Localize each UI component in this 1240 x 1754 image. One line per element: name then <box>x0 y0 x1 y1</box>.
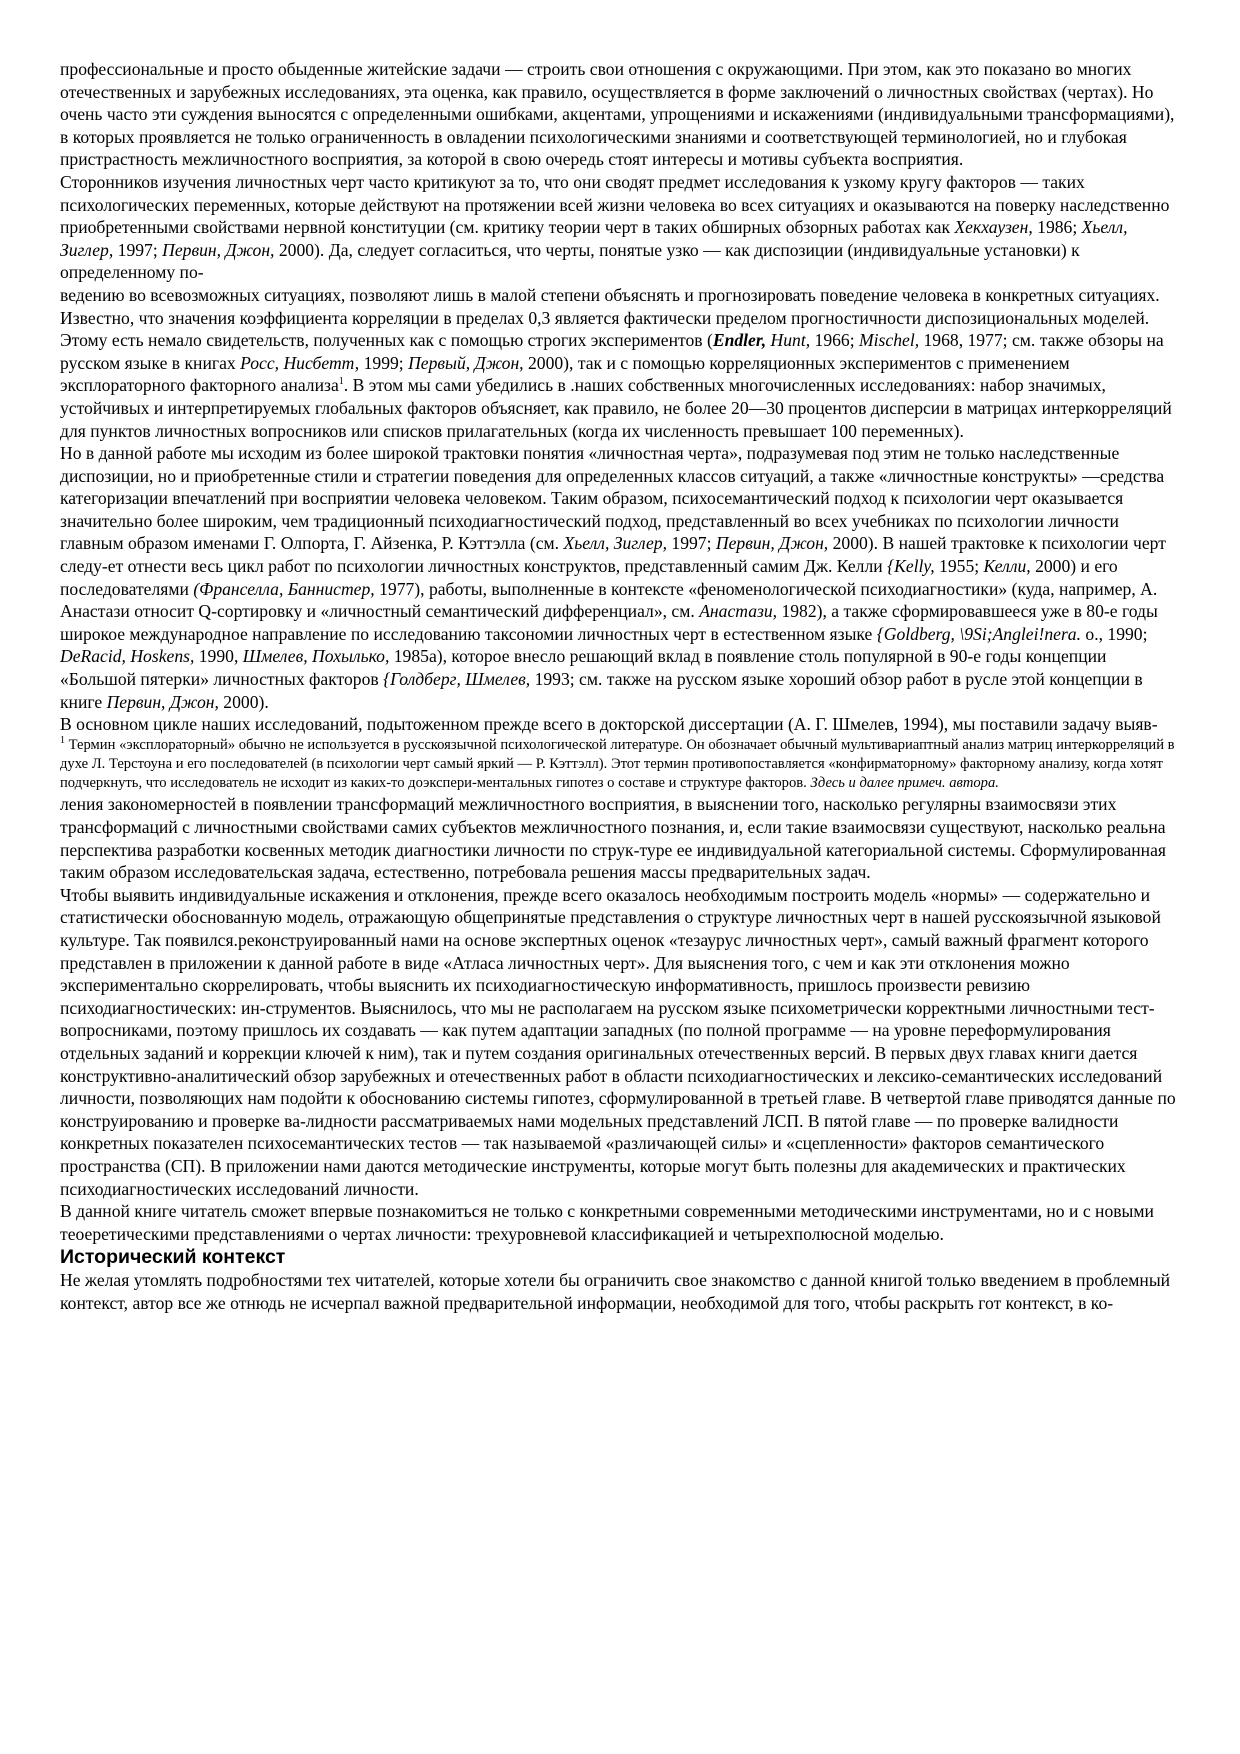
citation-text: {Kelly, <box>887 556 935 577</box>
text-run: 2000). В нашей трактовке к психологии черт следу-ет отнести весь цикл работ по психологии личностных конструктов, представленный самим Дж. Келли <box>60 533 1166 577</box>
text-run: 1985а), которое внесло решающий вклад в появление столь популярной в 90-е годы концепции «Большой пятерки» личностных факторов <box>60 646 1107 690</box>
text-run: о., 1990; <box>1081 623 1148 644</box>
footnote-marker: 1 <box>60 734 65 746</box>
citation-text: Первин, Джон, <box>162 239 275 260</box>
citation-text: {Goldberg, \9Si;Anglei!nera. <box>876 623 1081 644</box>
citation-text: DeRacid, Hoskens, <box>60 646 195 667</box>
text-run: В основном цикле наших исследований, подытоженном прежде всего в докторской диссертации (А. Г. Шмелев, 1994), мы поставили задачу выяв- <box>60 714 1158 735</box>
text-run: ведению во всевозможных ситуациях, позволяют лишь в малой степени объяснять и прогнозировать поведение человека в конкретных ситуациях. Известно, что значения коэффициента корреляции в пределах 0,3 является фактически пределом прогностичности диспозициональных моделей. Этому есть немало свидетельств, полученных как с помощью строгих экспериментов ( <box>60 284 1160 351</box>
text-run: 1993; см. также на русском языке хороший обзор работ в русле этой концепции в книге <box>60 669 1143 712</box>
text-run: Сторонников изучения личностных черт часто критикуют за то, что они сводят предмет исследования к узкому кругу факторов — таких психологических переменных, которые действуют на протяжении всей жизни человека во всех ситуациях и оказываются на поверку наследственно приобретенными свойствами нервной конституции (см. критику теории черт в таких обширных обзорных работах как <box>60 171 1170 238</box>
citation-text: Endler, <box>712 330 767 351</box>
paragraph <box>60 793 1180 883</box>
text-run: 1997; <box>113 239 163 260</box>
text-run: 2000), так и с помощью корреляционных экспериментов с применением эксплораторного факторного анализа <box>60 352 1070 396</box>
citation-text: Первин, Джон, <box>715 533 829 554</box>
paragraph <box>60 58 1180 171</box>
citation-text: Хьелл, Зиглер, <box>563 533 668 554</box>
footnote <box>60 736 1180 794</box>
text-run: 1966; <box>810 330 860 351</box>
text-run: Но в данной работе мы исходим из более широкой трактовки понятия «личностная черта», подразумевая под этим не только наследственные диспозиции, но и приобретенные стили и стратегии поведения для определенных классов ситуаций, а также «личностные конструкты» —средства категоризации впечатлений при восприятии человека человеком. Таким образом, психосемантический подход к психологии черт оказывается значительно более широким, чем традиционный психодиагностический подход, представленный во всех учебниках по психологии личности главным образом именами Г. Олпорта, Г. Айзенка, Р. Кэттэлла (см. <box>60 443 1165 554</box>
text-run: Чтобы выявить индивидуальные искажения и отклонения, прежде всего оказалось необходимым построить модель «нормы» — содержательно и статистически обоснованную модель, отражающую общепринятые представления о структуре личностных черт в нашей русскоязычной языковой культуре. Так появился.реконструированный нами на основе экспертных оценок «тезаурус личностных черт», самый важный фрагмент которого представлен в приложении к данной работе в виде «Атласа личностных черт». Для выяснения того, с чем и как эти отклонения можно экспериментально скоррелировать, чтобы выяснить их психодиагностическую информативность, пришлось произвести ревизию психодиагностических: ин-струментов. Выяснилось, что мы не располагаем на русском языке психометрически корректными личностными тест-вопросниками, поэтому пришлось их создавать — как путем адаптации западных (по полной программе — на уровне переформулирования отдельных заданий и коррекции ключей к ним), так и путем создания оригинальных отечественных версий. В первых двух главах книги дается конструктивно-аналитический обзор зарубежных и отечественных работ в области психодиагностических и лексико-семантических исследований личности, позволяющих нам подойти к обоснованию системы гипотез, сформулированной в третьей главе. В четвертой главе приводятся данные по конструированию и проверке ва-лидности рассматриваемых нами модельных представлений ЛСП. В пятой главе — по проверке валидности конкретных показателен психосемантических тестов — так называемой «различающей силы» и «сцепленности» факторов семантического пространства (СП). В приложении нами даются методические инструменты, которые могут быть полезны для академических и практических психодиагностических исследований личности. <box>60 884 1176 1199</box>
citation-text: Росс, Нисбетт, <box>240 352 360 373</box>
text-run: 1999; <box>359 352 409 373</box>
paragraph <box>60 442 1180 713</box>
text-run: 1986; <box>1032 217 1082 238</box>
citation-text: Шмелев, Похылько, <box>242 646 390 667</box>
text-run: В данной книге читатель сможет впервые познакомиться не только с конкретными современными методическими инструментами, но и с новыми теоеретическими представлениями о чертах личности: трехуровневой классификацией и четырехполюсной моделью. <box>60 1201 1154 1244</box>
citation-text: Hunt, <box>770 330 811 351</box>
text-run: 2000) и его последователями <box>60 556 1118 599</box>
paragraph <box>60 284 1180 442</box>
citation-text: Анастази, <box>699 601 778 622</box>
citation-text: Первин, Джон, <box>106 691 219 712</box>
citation-text: Mischel, <box>859 330 920 351</box>
text-run: 1990, <box>194 646 243 667</box>
text-run: 2000). Да, следует согласиться, что черты, понятые узко — как диспозиции (индивидуальные установки) к определенному по- <box>60 239 1080 283</box>
text-run: 1968, 1977; см. также обзоры на русском языке в книгах <box>60 330 1164 373</box>
document-page <box>60 58 1180 1314</box>
text-run: Не желая утомлять подробностями тех читателей, которые хотели бы ограничить свое знакомство с данной книгой только введением в проблемный контекст, автор все же отнюдь не исчерпал важной предварительной информации, необходимой для того, чтобы раскрыть гот контекст, в ко- <box>60 1270 1171 1313</box>
citation-text: {Голдберг, Шмелев, <box>383 669 531 690</box>
text-run: ления закономерностей в появлении трансформаций межличностного восприятия, в выяснении того, насколько регулярны взаимосвязи этих трансформаций с личностными свойствами самих субъектов межличностного познания, и, если такие взаимосвязи существуют, насколько реальна перспектива разработки косвенных методик диагностики личности по струк-туре ее индивидуальной категориальной системы. Сформулированная таким образом исследовательская задача, естественно, потребовала решения массы предварительных задач. <box>60 794 1166 883</box>
citation-text: Здесь и далее примеч. автора. <box>810 775 999 792</box>
citation-text: Хьелл, Зиглер, <box>60 217 1128 260</box>
text-run: профессиональные и просто обыденные житейские задачи — строить свои отношения с окружающими. При этом, как это показано во многих отечественных и зарубежных исследованиях, эта оценка, как правило, осуществляется в форме заключений о личностных свойствах (чертах). Но очень часто эти суждения выносятся с определенными ошибками, акцентами, упрощениями и искажениями (индивидуальными трансформациями), в которых проявляется не только ограниченность в овладении психологическими знаниями и соответствующей терминологией, но и глубокая пристрастность межличностного восприятия, за которой в свою очередь стоят интересы и мотивы субъекта восприятия. <box>60 59 1175 170</box>
paragraph <box>60 1200 1180 1245</box>
text-run: 1982), а также сформировавшееся уже в 80-е годы широкое международное направление по исследованию таксономии личностных черт в естественном языке <box>60 601 1158 644</box>
citation-text: Келли, <box>983 556 1031 577</box>
text-run: 1955; <box>934 556 984 577</box>
text-run: 1977), работы, выполненные в контексте «феноменологической психодиагностики» (куда, например, А. Анастази относит Q-сортировку и «личностный семантический дифференциал», см. <box>60 578 1158 622</box>
paragraph <box>60 171 1180 284</box>
footnote-marker: 1 <box>338 376 344 388</box>
paragraph <box>60 713 1180 736</box>
citation-text: (Франселла, Баннистер, <box>193 578 375 599</box>
citation-text: Первый, Джон, <box>408 352 524 373</box>
paragraph <box>60 1269 1180 1314</box>
text-run: . В этом мы сами убедились в .наших собственных многочисленных исследованиях: набор значимых, устойчивых и интерпретируемых глобальных факторов объясняет, как правило, не более 20—30 процентов дисперсии в матрицах интеркорреляций для пунктов личностных вопросников или списков прилагательных (когда их численность превышает 100 переменных). <box>60 375 1172 441</box>
text-run: 2000). <box>218 691 269 712</box>
citation-text: Хекхаузен, <box>954 217 1033 238</box>
text-run: Термин «эксплораторный» обычно не используется в русскоязычной психологической литературе. Он обозначает обычный мультивариаптный анализ матриц интеркорреляций в духе Л. Терстоуна и его последователей (в психологии черт самый яркий — Р. Кэттэлл). Этот термин противопоставляется «конфирматорному» факторному анализу, когда хотят подчеркнуть, что исследователь не исходит из каких-то доэкспери-ментальных гипотез о составе и структуре факторов. <box>60 736 1175 792</box>
text-run: 1997; <box>667 533 716 554</box>
section-heading: Исторический контекст <box>60 1246 286 1269</box>
paragraph <box>60 884 1180 1200</box>
